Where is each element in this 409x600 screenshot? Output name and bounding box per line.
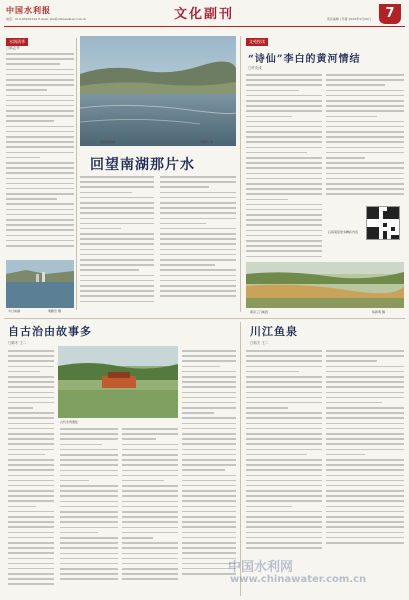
lake-photo-new [6,260,74,308]
yellow-river-photo-image [246,262,404,308]
lake-photo-new-image [6,260,74,308]
right-byline: □许友成 [248,66,262,70]
bottom-right-body-col1 [246,350,322,560]
right-headline: “诗仙”李白的黄河情结 [248,54,361,65]
editor-date: 责任编辑 | 苏蕾 2022年5月26日 [326,17,371,21]
lake-photo-old-image [80,36,236,146]
feature-body-col1 [80,176,154,306]
section-title: 文化副刊 [174,7,235,22]
ancient-site-photo-caption: 古代水利遗址 [60,420,79,424]
page-number: 7 [379,4,401,24]
lake-photo-old-credit: 周勤忠 摄 [200,140,213,144]
lake-photo-old-caption: 曾经的南湖 [100,140,116,144]
bottom-left-body-col3 [122,428,178,594]
masthead-rule [4,26,405,27]
qr-code-icon [367,207,399,239]
paper-name: 中国水利报 [6,5,51,15]
lake-photo-new-credit: 周勤忠 摄 [48,309,61,313]
column-divider [240,36,241,312]
bottom-right-body-col2 [326,350,404,560]
right-body-col1 [246,74,322,262]
bottom-left-byline: □陈冬 王二 [8,341,27,345]
watermark-url: www.chinawater.com.cn [230,574,367,585]
bottom-right-headline: 川江鱼泉 [250,325,298,338]
bottom-left-body-col1 [8,350,54,595]
yellow-river-photo-credit: 杨新明 摄 [372,310,385,314]
feature-body-col2 [160,176,236,306]
column-divider [76,38,77,310]
lake-photo-old [80,36,236,146]
qr-code[interactable] [366,206,400,240]
masthead [0,0,409,36]
right-body-col2 [326,74,404,202]
article1-byline: □陈志华 [6,46,20,50]
contact-info: 电话：010-63202234 E-mail: zbs@chinawater.com.cn [6,17,87,21]
column-divider [240,322,241,596]
article1-body-left [6,53,74,253]
ancient-site-photo-image [58,346,178,418]
qr-caption: 扫码阅读更多精彩内容 [328,230,359,234]
feature-headline: 回望南湖那片水 [90,157,195,173]
lake-photo-new-caption: 今日南湖 [8,309,21,313]
section-tag-right: 文苑悦读 [246,38,268,46]
bottom-left-body-col2 [60,428,118,594]
yellow-river-photo [246,262,404,308]
section-divider [4,318,405,319]
ancient-site-photo [58,346,178,418]
bottom-right-byline: □郭天 王二 [250,341,269,345]
section-tag-left: 水润清华 [6,38,28,46]
yellow-river-photo-caption: 黄河三门峡段 [250,310,269,314]
bottom-left-headline: 自古治由故事多 [8,325,92,338]
watermark-logo-text: 中国水利网 [228,560,294,575]
